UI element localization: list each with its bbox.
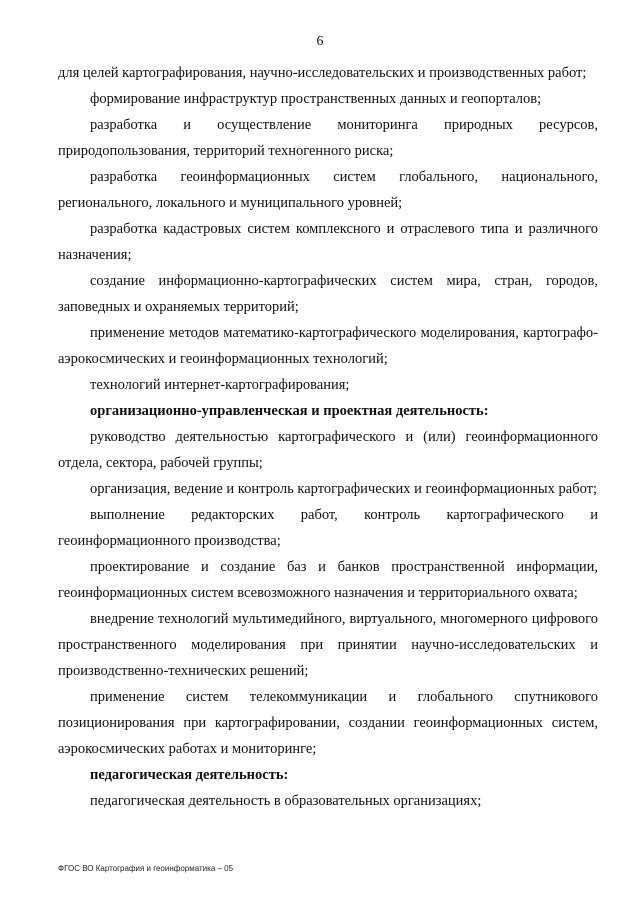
- paragraph: руководство деятельностью картографического и (или) геоинформационного отдела, сектора, рабочей группы;: [58, 429, 598, 471]
- paragraph: внедрение технологий мультимедийного, виртуального, многомерного цифрового пространственного моделирования при принятии научно-исследовательских и производственно-технических решений;: [58, 611, 598, 679]
- paragraph: организация, ведение и контроль картографических и геоинформационных работ;: [90, 481, 598, 497]
- paragraph: педагогическая деятельность в образовательных организациях;: [90, 793, 482, 809]
- section-heading: педагогическая деятельность:: [90, 767, 289, 783]
- paragraph: разработка кадастровых систем комплексного и отраслевого типа и различного назначения;: [58, 221, 598, 263]
- paragraph: создание информационно-картографических систем мира, стран, городов, заповедных и охраняемых территорий;: [58, 273, 598, 315]
- paragraph: для целей картографирования, научно-исследовательских и производственных работ;: [58, 65, 587, 81]
- paragraph: разработка и осуществление мониторинга природных ресурсов, природопользования, территорий техногенного риска;: [58, 117, 598, 159]
- paragraph: проектирование и создание баз и банков пространственной информации, геоинформационных систем всевозможного назначения и территориального охвата;: [58, 559, 598, 601]
- paragraph: применение методов математико-картографического моделирования, картографо-аэрокосмических и геоинформационных технологий;: [58, 325, 598, 367]
- page-footer: ФГОС ВО Картография и геоинформатика – 05: [58, 864, 234, 873]
- document-body: [58, 60, 598, 814]
- paragraph: технологий интернет-картографирования;: [90, 377, 350, 393]
- paragraph: применение систем телекоммуникации и глобального спутникового позиционирования при картографировании, создании геоинформационных систем, аэрокосмических работах и мониторинге;: [58, 689, 598, 757]
- page-number: 6: [316, 34, 324, 49]
- paragraph: выполнение редакторских работ, контроль картографического и геоинформационного производства;: [58, 507, 598, 549]
- section-heading: организационно-управленческая и проектная деятельность:: [90, 403, 489, 419]
- paragraph: формирование инфраструктур пространственных данных и геопорталов;: [90, 91, 542, 107]
- paragraph: разработка геоинформационных систем глобального, национального, регионального, локального и муниципального уровней;: [58, 169, 598, 211]
